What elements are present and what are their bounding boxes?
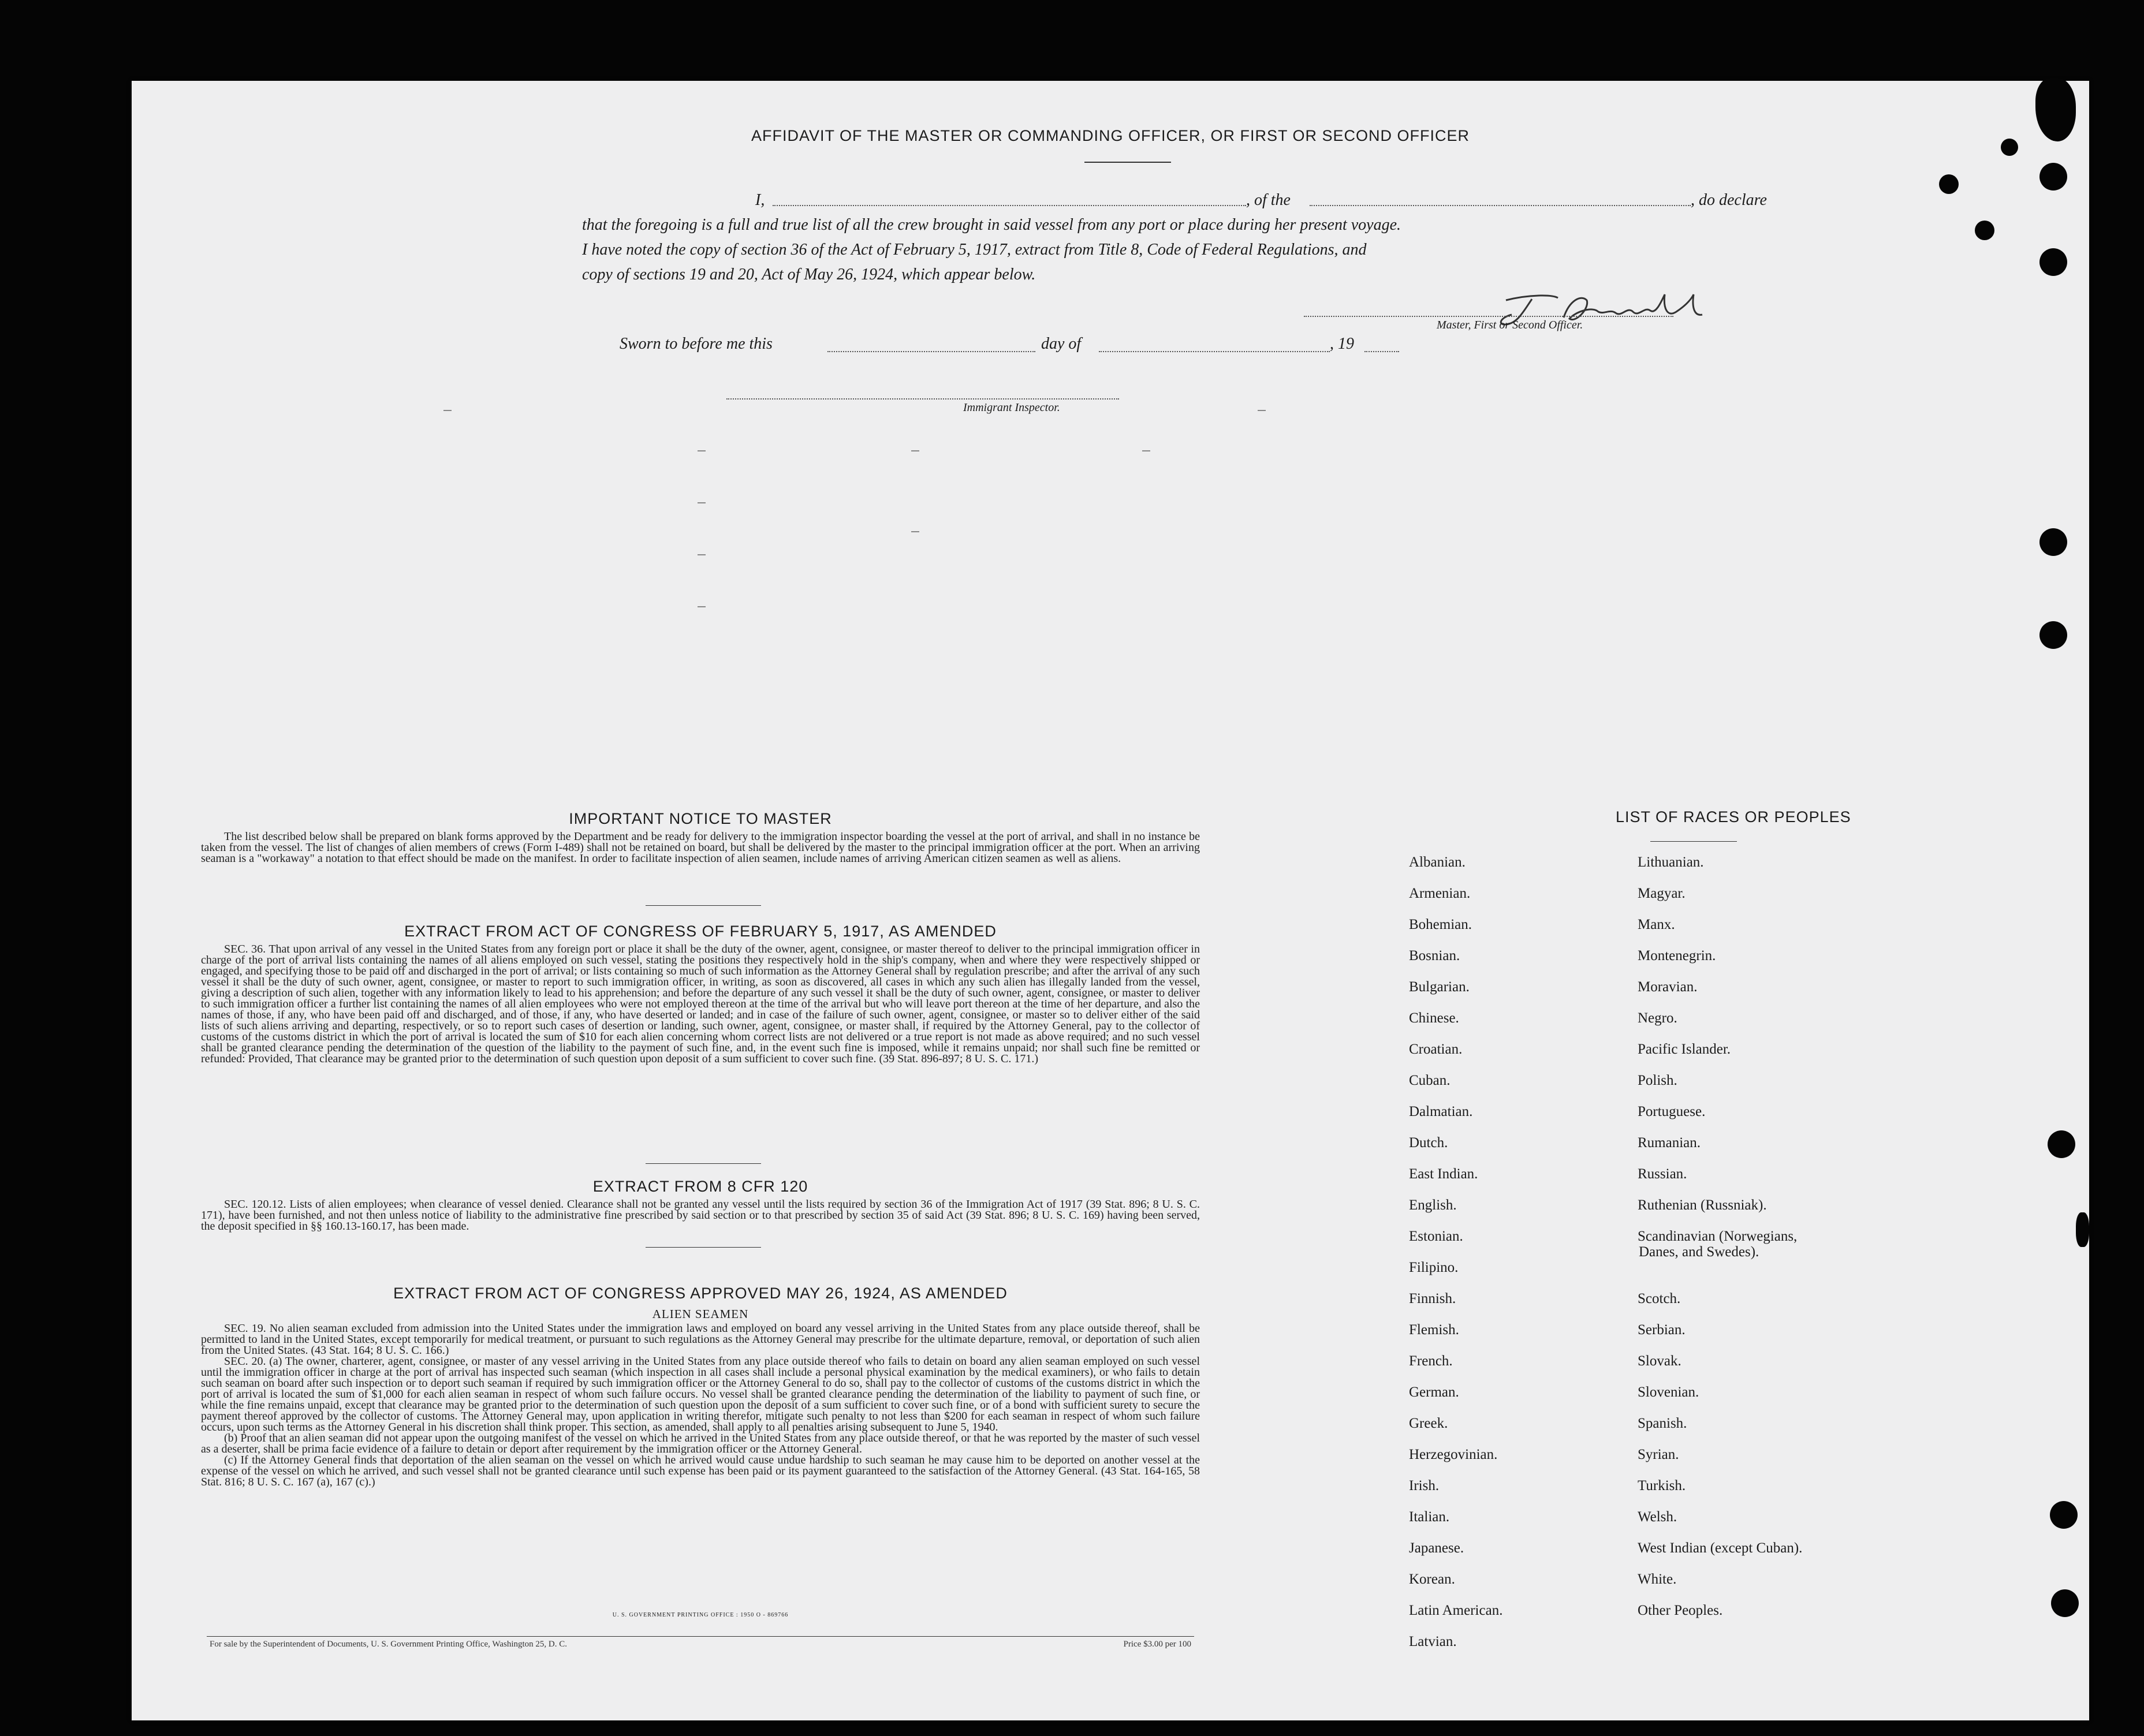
extract-cfr-title: EXTRACT FROM 8 CFR 120 [592,1178,808,1195]
race-item: Korean. [1409,1571,1455,1587]
race-item: Ruthenian (Russniak). [1638,1197,1767,1213]
inspector-signature-line [726,398,1119,400]
race-item: Syrian. [1638,1447,1679,1462]
sec-20c-text: (c) If the Attorney General finds that deportation of the alien seaman on the vessel on which he arrived would cause undue hardship to such seaman he may cause him to be deported on another vessel at the expense of the vessel on which he arrived, and such vessel shall not be granted clearance until such expense has been paid or its payment guaranteed to the satisfaction of the Attorney General. (43 Stat. 164-165, 58 Stat. 816; 8 U. S. C. 167 (a), 167 (c).) [201,1454,1200,1488]
declaration-line-2: that the foregoing is a full and true list of all the crew brought in said vessel from any port or place during her present voyage. [582,216,1401,234]
extract-1924-title: EXTRACT FROM ACT OF CONGRESS APPROVED MAY 26, 1924, AS AMENDED [393,1285,1008,1302]
tick-mark [443,410,452,411]
tick-mark [1258,410,1266,411]
punch-hole [1975,221,1994,240]
punch-hole [2050,1501,2078,1529]
race-item: Filipino. [1409,1260,1459,1275]
punch-hole [2039,528,2067,556]
race-item: West Indian (except Cuban). [1638,1540,1803,1556]
declaration-i: I, [755,191,765,209]
race-item: Rumanian. [1638,1135,1701,1151]
declaration-do-declare: , do declare [1691,191,1767,209]
punch-hole [2001,139,2018,156]
race-item: Japanese. [1409,1540,1464,1556]
race-item: Danes, and Swedes). [1639,1244,1759,1260]
races-title: LIST OF RACES OR PEOPLES [1616,808,1851,826]
race-item: East Indian. [1409,1166,1478,1182]
race-item: German. [1409,1384,1459,1400]
signature-line [1304,316,1673,317]
sworn-month-field[interactable] [1099,351,1330,352]
race-item: Armenian. [1409,886,1471,901]
notice-text: The list described below shall be prepared on blank forms approved by the Department and be ready for delivery to the immigration inspector boarding the vessel at the port of arrival, and shall in no instance be taken from the vessel. The list of changes of alien members of crews (Form I-489) shall not be retained on board, but shall be delivered by the master to the principal immigration officer at the port. When an arriving seaman is a "workaway" a notation to that effect should be made on the manifest. In order to facilitate inspection of alien seamen, include names of arriving American citizen seamen as well as aliens. [201,830,1200,865]
sec-19-text: SEC. 19. No alien seaman excluded from admission into the United States under the immigration laws and employed on board any vessel arriving in the United States from any place outside thereof, shall be permitted to land in the United States, except temporarily for medical treatment, or pursuant to such regulations as the Attorney General may prescribe for the ultimate departure, removal, or deportation of such alien from the United States. (43 Stat. 164; 8 U. S. C. 166.) [201,1322,1200,1357]
punch-hole [2039,621,2067,649]
punch-hole [2048,1130,2075,1158]
signature-caption: Master, First or Second Officer. [1437,319,1583,331]
affidavit-title-rule [1084,162,1171,163]
sec-20a-text: SEC. 20. (a) The owner, charterer, agent, consignee, or master of any vessel arriving in the United States from any place outside thereof who fails to detain on board any alien seaman employed on such vessel until the immigration officer in charge at the port of arrival has inspected such seaman (which inspection in all cases shall include a personal physical examination by the medical examiners), or who fails to detain such seaman on board after such inspection or to deport such seaman if required by such immigration officer or the Attorney General to do so, shall pay to the collector of customs of the customs district in which the port of arrival is located the sum of $1,000 for each alien seaman in respect of whom such failure occurs. No vessel shall be granted clearance pending the determination of the liability to payment of such fine, or while the fine remains unpaid, except that clearance may be granted prior to the determination of such question upon the deposit of a sum sufficient to cover such fine, or of a bond with sufficient surety to secure the payment thereof approved by the collector of customs. The Attorney General may, upon application in writing therefor, mitigate such penalty to not less than $200 for each seaman in respect of whom such failure occurs, upon such terms as the Attorney General in his discretion shall think proper. This section, as amended, shall apply to all penalties arising subsequent to June 5, 1940. [201,1355,1200,1433]
race-item: Pacific Islander. [1638,1041,1731,1057]
tick-mark [698,450,706,451]
master-name-field[interactable] [773,205,1246,206]
declaration-text [582,188,1800,287]
extract-1924-body [201,1323,1200,1488]
sworn-day-of: day of [1041,335,1082,353]
race-item: Negro. [1638,1010,1677,1026]
race-item: Montenegrin. [1638,948,1716,964]
race-item: Scotch. [1638,1291,1681,1306]
races-column-1 [1409,854,1502,1665]
affidavit-title: AFFIDAVIT OF THE MASTER OR COMMANDING OFFICER, OR FIRST OR SECOND OFFICER [751,127,1470,144]
declaration-line-3: I have noted the copy of section 36 of the Act of February 5, 1917, extract from Title 8, Code of Federal Regulations, and [582,241,1367,259]
gpo-line: U. S. GOVERNMENT PRINTING OFFICE : 1950 O - 869766 [612,1612,789,1618]
races-column-2 [1638,854,1802,1634]
tick-mark [911,450,919,451]
race-item: White. [1638,1571,1677,1587]
race-item: Latvian. [1409,1634,1457,1649]
race-item: Croatian. [1409,1041,1463,1057]
extract-cfr-text: SEC. 120.12. Lists of alien employees; when clearance of vessel denied. Clearance shall not be granted any vessel until the lists required by section 36 of the Immigration Act of 1917 (39 Stat. 896; 8 U. S. C. 171), have been furnished, and not then unless notice of liability to the administrative fine prescribed by said section or to that prescribed by section 35 of said Act (39 Stat. 896; 8 U. S. C. 169) having been served, the deposit specified in §§ 160.13-160.17, has been made. [201,1198,1200,1233]
race-item: Russian. [1638,1166,1687,1182]
extract-1924-subtitle: ALIEN SEAMEN [652,1307,749,1321]
footer-sale-text: For sale by the Superintendent of Documents, U. S. Government Printing Office, Washington 25, D. C. [210,1640,567,1649]
extract-1917-title: EXTRACT FROM ACT OF CONGRESS OF FEBRUARY 5, 1917, AS AMENDED [404,923,997,940]
sworn-label: Sworn to before me this [620,335,773,353]
race-item: Herzegovinian. [1409,1447,1498,1462]
race-item: Spanish. [1638,1416,1687,1431]
race-item: Dutch. [1409,1135,1448,1151]
race-item: Portuguese. [1638,1104,1706,1119]
race-item: Estonian. [1409,1229,1463,1244]
race-item: Lithuanian. [1638,854,1704,870]
race-item: Welsh. [1638,1509,1677,1525]
punch-hole [2039,163,2067,191]
race-item: Chinese. [1409,1010,1459,1026]
race-item: Albanian. [1409,854,1466,870]
race-item: Dalmatian. [1409,1104,1473,1119]
races-title-rule [1650,841,1737,842]
race-item: Bosnian. [1409,948,1460,964]
punch-hole [1939,174,1959,194]
race-item: English. [1409,1197,1457,1213]
race-item: Latin American. [1409,1603,1503,1618]
footer-rule [207,1636,1194,1637]
punch-hole [2051,1589,2079,1617]
notice-title: IMPORTANT NOTICE TO MASTER [569,810,832,827]
tick-mark [698,554,706,555]
sec-20b-text: (b) Proof that an alien seaman did not appear upon the outgoing manifest of the vessel on which he arrived in the United States from any place outside thereof, or that he was reported by the master of such vessel as a deserter, shall be prima facie evidence of a failure to detain or deport after requirement by the immigration officer or the Attorney General. [201,1432,1200,1455]
race-item: Irish. [1409,1478,1440,1494]
declaration-line-4: copy of sections 19 and 20, Act of May 26, 1924, which appear below. [582,266,1036,283]
extract-1917-rule [646,1163,761,1164]
sworn-line [620,335,1428,358]
race-item: Scandinavian (Norwegians, [1638,1229,1798,1244]
tick-mark [911,531,919,532]
vessel-name-field[interactable] [1310,205,1691,206]
race-item: Cuban. [1409,1073,1451,1088]
race-item: Serbian. [1638,1322,1686,1338]
race-item: Other Peoples. [1638,1603,1723,1618]
tick-mark [1142,450,1150,451]
extract-1917-text: SEC. 36. That upon arrival of any vessel in the United States from any foreign port or place it shall be the duty of the owner, agent, consignee, or master thereof to deliver to the principal immigration officer in charge of the port of arrival lists containing the names of all aliens employed on such vessel, stating the positions they respectively hold in the ship's company, when and where they were respectively shipped or engaged, and specifying those to be paid off and discharged in the port of arrival; or lists containing so much of such information as the Attorney General shall by regulation prescribe; and after the arrival of any such vessel it shall be the duty of such owner, agent, consignee, or master to report to such immigration officer, in writing, as soon as discovered, all cases in which any such alien has illegally landed from the vessel, giving a description of such alien, together with any information likely to lead to his apprehension; and before the departure of any such vessel it shall be the duty of such owner, agent, consignee, or master to deliver to such immigration officer a further list containing the names of all alien employees who were not employed thereon at the time of the arrival but who will leave port thereon at the time of her departure, and also the names of those, if any, who have been paid off and discharged, and of those, if any, who have deserted or landed; and in case of the failure of such owner, agent, consignee, or master so to deliver either of the said lists of such aliens arriving and departing, respectively, or so to report such cases of desertion or landing, such owner, agent, consignee, or master shall, if required by the Attorney General, pay to the collector of customs of the customs district in which the port of arrival is located the sum of $10 for each alien concerning whom correct lists are not delivered or a true report is not made as above required; and no such vessel shall be granted clearance pending the determination of the question of the liability to the payment of such fine, and, in the event such fine is imposed, while it remains unpaid; nor shall such fine be remitted or refunded: Provided, That clearance may be granted prior to the determination of such question upon deposit of a sum sufficient to cover such fine. (39 Stat. 896-897; 8 U. S. C. 171.) [201,943,1200,1065]
footer-price: Price $3.00 per 100 [1123,1640,1191,1649]
race-item: Italian. [1409,1509,1450,1525]
race-item: Bulgarian. [1409,979,1470,995]
inspector-caption: Immigrant Inspector. [963,401,1060,414]
notice-rule [646,905,761,906]
tick-mark [698,502,706,503]
race-item: Bohemian. [1409,917,1472,932]
footer [210,1640,1191,1649]
punch-hole [2039,248,2067,276]
punch-hole [2076,1212,2089,1247]
race-item: Polish. [1638,1073,1677,1088]
race-item: Turkish. [1638,1478,1686,1494]
tick-mark [698,606,706,607]
document-page [132,81,2089,1720]
race-item: Moravian. [1638,979,1698,995]
race-item: Magyar. [1638,886,1686,901]
sworn-year-field[interactable] [1364,351,1399,352]
race-item: Finnish. [1409,1291,1456,1306]
race-item: Slovak. [1638,1353,1681,1369]
extract-cfr-rule [646,1247,761,1248]
race-item: Slovenian. [1638,1384,1699,1400]
race-item: Manx. [1638,917,1675,932]
race-item: French. [1409,1353,1453,1369]
race-item: Greek. [1409,1416,1448,1431]
race-item: Flemish. [1409,1322,1459,1338]
sworn-year: , 19 [1330,335,1354,353]
declaration-of-the: , of the [1246,191,1291,209]
sworn-day-field[interactable] [827,351,1035,352]
